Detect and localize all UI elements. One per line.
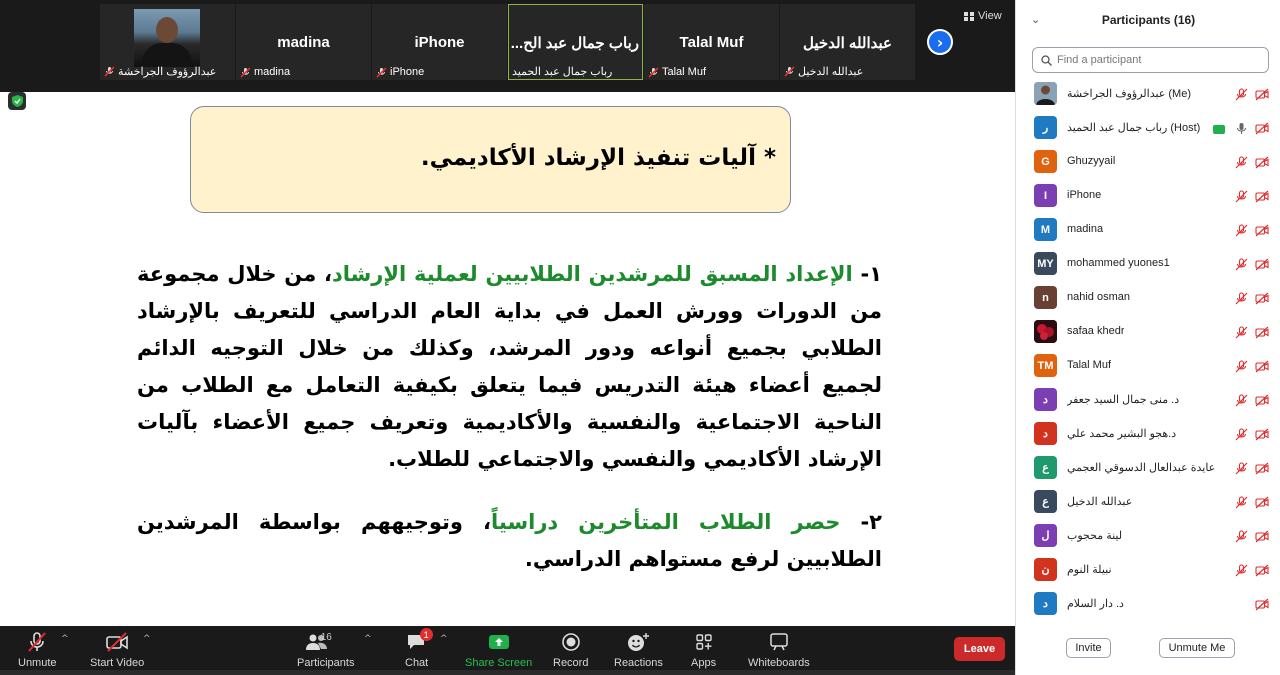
participant-name <box>1067 257 1170 269</box>
participant-name <box>1067 427 1176 440</box>
participant-name-text: لينة محجوب <box>1067 530 1123 542</box>
tile-label <box>784 65 863 78</box>
participant-status-icons <box>1235 324 1269 343</box>
participant-name-text: د. دار السلام <box>1067 598 1124 610</box>
participant-name-text: د.هجو البشير محمد علي <box>1067 428 1177 440</box>
tile-label-text: عبدالله الدخيل <box>798 66 864 78</box>
participant-name <box>1067 87 1191 100</box>
participant-status-icons <box>1235 222 1269 241</box>
video-tile[interactable] <box>372 4 507 80</box>
video-off-icon <box>1255 256 1269 275</box>
participant-row[interactable] <box>1016 348 1280 382</box>
share-screen-label: Share Screen <box>465 657 533 669</box>
tile-name: عبدالله الدخيل <box>802 35 893 52</box>
mic-muted-icon <box>1235 494 1248 513</box>
chat-unread-badge: 1 <box>420 628 433 641</box>
mic-muted-icon <box>26 631 48 653</box>
tile-name: Talal Muf <box>679 34 744 51</box>
video-tile[interactable] <box>780 4 915 80</box>
mic-muted-icon <box>1235 358 1248 377</box>
apps-label: Apps <box>691 657 717 669</box>
participant-name-text: Talal Muf <box>1067 359 1112 371</box>
paragraph-2-number: ٢- <box>840 510 882 534</box>
mic-muted-icon <box>240 67 251 78</box>
apps-button[interactable] <box>691 630 716 669</box>
avatar: n <box>1034 286 1057 309</box>
video-off-icon <box>1255 86 1269 105</box>
video-off-icon <box>105 632 129 652</box>
paragraph-2-highlight: حصر الطلاب المتأخرين دراسياً <box>491 510 841 534</box>
video-off-icon <box>1255 392 1269 411</box>
participant-name-text: رباب جمال عبد الحميد <box>1067 122 1168 134</box>
chevron-down-icon[interactable]: ⌄ <box>1031 13 1041 26</box>
reactions-button[interactable] <box>614 630 663 669</box>
video-off-icon <box>1255 290 1269 309</box>
avatar: د <box>1034 422 1057 445</box>
participant-name-text: Ghuzyyail <box>1067 155 1116 167</box>
reactions-icon <box>626 632 650 652</box>
unmute-button[interactable] <box>18 630 57 669</box>
tile-label <box>240 66 290 78</box>
participant-name-text: nahid osman <box>1067 291 1130 303</box>
participant-name <box>1067 291 1130 303</box>
participant-row[interactable] <box>1016 280 1280 314</box>
share-screen-button[interactable] <box>465 630 532 669</box>
tile-name: madina <box>277 34 330 51</box>
mic-muted-icon <box>1235 392 1248 411</box>
paragraph-1-text: ، من خلال مجموعة من الدورات وورش العمل في بداية العام الدراسي للتعريف بالإرشاد الطلابي بجميع أنواعه ودور المرشد، وكذلك من خلال التوجيه الدائم لجميع أعضاء هيئة التدريس فيما يتعلق بكيفية التعامل مع الطلاب من الناحية الاجتماعية والنفسية والأكاديمية وتعريف جميع الأعضاء بآليات الإرشاد الأكاديمي والنفسي والاجتماعي للطلاب. <box>137 262 882 471</box>
participant-status-icons <box>1235 494 1269 513</box>
participant-name <box>1067 393 1179 406</box>
mic-on-icon <box>1235 120 1248 139</box>
avatar: ع <box>1034 456 1057 479</box>
video-off-icon <box>1255 494 1269 513</box>
participant-status-icons <box>1235 154 1269 173</box>
participant-name-text: د. منى جمال السيد جعفر <box>1067 394 1180 406</box>
participants-panel <box>1015 0 1280 675</box>
mic-muted-icon <box>1235 426 1248 445</box>
tile-label-text: iPhone <box>390 66 425 78</box>
tile-name: iPhone <box>414 34 465 51</box>
panel-title: Participants (16) <box>1101 13 1196 27</box>
avatar: TM <box>1034 354 1057 377</box>
tile-name: رباب جمال عبد الح... <box>510 35 639 52</box>
participant-name <box>1067 563 1112 576</box>
avatar: ن <box>1034 558 1057 581</box>
tile-label <box>512 65 612 78</box>
participant-name-text: نبيلة النوم <box>1067 564 1112 576</box>
participant-name-text: madina <box>1067 223 1104 235</box>
video-off-icon <box>1255 222 1269 241</box>
participant-video <box>134 9 200 67</box>
participant-row[interactable] <box>1016 552 1280 586</box>
participant-role: (Host) <box>1170 122 1201 134</box>
tile-label <box>376 66 424 78</box>
participant-name <box>1067 189 1101 201</box>
mic-muted-icon <box>1235 154 1248 173</box>
video-off-icon <box>1255 596 1269 615</box>
participant-status-icons <box>1235 460 1269 479</box>
video-off-icon <box>1255 120 1269 139</box>
avatar: ر <box>1034 116 1057 139</box>
avatar: G <box>1034 150 1057 173</box>
participant-role: (Me) <box>1168 88 1191 100</box>
participant-name <box>1067 359 1111 371</box>
mic-muted-icon <box>1235 562 1248 581</box>
chat-button[interactable] <box>405 630 428 669</box>
video-tile[interactable] <box>236 4 371 80</box>
participant-status-icons <box>1235 426 1269 445</box>
participants-options-caret-icon[interactable]: ^ <box>364 634 372 644</box>
participant-status-icons <box>1235 392 1269 411</box>
view-button[interactable] <box>964 10 1002 22</box>
participant-row[interactable] <box>1016 212 1280 246</box>
avatar: M <box>1034 218 1057 241</box>
tile-label-text: Talal Muf <box>662 66 707 78</box>
invite-button[interactable]: Invite <box>1066 638 1111 658</box>
mic-muted-icon <box>376 67 387 78</box>
mic-muted-icon <box>1235 290 1248 309</box>
mic-muted-icon <box>1235 222 1248 241</box>
participant-name <box>1067 461 1215 474</box>
participant-name <box>1067 121 1200 134</box>
video-options-caret-icon[interactable]: ^ <box>143 634 151 644</box>
slide-title: * آليات تنفيذ الإرشاد الأكاديمي. <box>420 145 776 171</box>
video-tile[interactable] <box>644 4 779 80</box>
participant-name <box>1067 223 1103 235</box>
record-icon <box>561 632 581 652</box>
search-input[interactable] <box>1057 54 1257 66</box>
participant-row[interactable] <box>1016 76 1280 110</box>
search-icon <box>1041 55 1052 66</box>
paragraph-2-text: ، وتوجيههم بواسطة المرشدين الطلابيين لرفع مستواهم الدراسي. <box>137 510 882 571</box>
video-off-icon <box>1255 426 1269 445</box>
panel-header <box>1016 0 1280 40</box>
grid-view-icon <box>964 12 974 21</box>
participant-status-icons <box>1235 358 1269 377</box>
avatar: د <box>1034 592 1057 615</box>
participant-row[interactable] <box>1016 314 1280 348</box>
video-off-icon <box>1255 562 1269 581</box>
participant-status-icons <box>1235 562 1269 581</box>
apps-icon <box>694 632 714 652</box>
participant-name-text: عبدالله الدخيل <box>1067 496 1133 508</box>
share-screen-icon <box>488 633 510 651</box>
participant-name <box>1067 529 1122 542</box>
participant-row[interactable] <box>1016 382 1280 416</box>
record-label: Record <box>553 657 589 669</box>
record-button[interactable] <box>553 630 588 669</box>
participant-status-icons <box>1235 86 1269 105</box>
slide-title-box <box>190 106 791 213</box>
window-bottom-strip <box>0 670 1015 675</box>
screen-share-icon <box>1213 125 1225 134</box>
participant-row[interactable] <box>1016 484 1280 518</box>
unmute-me-button[interactable]: Unmute Me <box>1159 638 1235 658</box>
participant-name <box>1067 597 1124 610</box>
participant-row[interactable] <box>1016 416 1280 450</box>
tile-label <box>648 66 706 78</box>
participant-row[interactable] <box>1016 110 1280 144</box>
tile-label-text: رباب جمال عبد الحميد <box>512 66 613 78</box>
avatar: ع <box>1034 490 1057 513</box>
mic-muted-icon <box>1235 460 1248 479</box>
participant-row[interactable] <box>1016 586 1280 620</box>
start-video-button[interactable] <box>90 630 144 669</box>
tile-label-text: madina <box>254 66 291 78</box>
chat-label: Chat <box>405 657 429 669</box>
participant-list <box>1016 76 1280 620</box>
slide-paragraph-1 <box>137 256 882 478</box>
participant-name <box>1067 155 1115 167</box>
video-off-icon <box>1255 324 1269 343</box>
audio-options-caret-icon[interactable]: ^ <box>61 634 69 644</box>
participant-name-text: عايدة عبدالعال الدسوقي العجمي <box>1067 462 1216 474</box>
chat-options-caret-icon[interactable]: ^ <box>440 634 448 644</box>
mic-muted-icon <box>1235 86 1248 105</box>
participant-row[interactable] <box>1016 144 1280 178</box>
participant-name-text: عبدالرؤوف الجراخشة <box>1067 88 1166 100</box>
paragraph-1-highlight: الإعداد المسبق للمرشدين الطلابيين لعملية الإرشاد <box>331 262 853 286</box>
participant-row[interactable] <box>1016 518 1280 552</box>
video-tile[interactable] <box>508 4 643 80</box>
participant-name-text: safaa khedr <box>1067 325 1125 337</box>
chevron-right-icon: › <box>936 32 944 52</box>
paragraph-1-number: ١- <box>852 262 883 286</box>
participant-status-icons <box>1213 120 1269 139</box>
avatar: MY <box>1034 252 1057 275</box>
video-tile[interactable] <box>100 4 235 80</box>
shared-screen-slide <box>0 92 1015 626</box>
reactions-label: Reactions <box>614 657 663 669</box>
panel-footer <box>1016 638 1280 658</box>
participants-label: Participants <box>297 657 355 669</box>
participant-name <box>1067 495 1132 508</box>
avatar: I <box>1034 184 1057 207</box>
start-video-label: Start Video <box>90 657 145 669</box>
video-off-icon <box>1255 460 1269 479</box>
avatar: ل <box>1034 524 1057 547</box>
tile-label <box>104 65 216 78</box>
leave-button[interactable]: Leave <box>954 637 1005 661</box>
whiteboards-label: Whiteboards <box>748 657 810 669</box>
next-page-button[interactable] <box>927 29 953 55</box>
mic-muted-icon <box>1235 188 1248 207</box>
avatar <box>1034 320 1057 343</box>
video-off-icon <box>1255 154 1269 173</box>
slide-paragraph-2 <box>137 504 882 578</box>
mic-muted-icon <box>104 66 115 77</box>
meeting-toolbar <box>0 626 1015 675</box>
video-off-icon <box>1255 358 1269 377</box>
encryption-shield-icon[interactable] <box>8 92 26 110</box>
participant-status-icons <box>1235 528 1269 547</box>
participant-row[interactable] <box>1016 450 1280 484</box>
participant-name-text: mohammed yuones1 <box>1067 257 1170 269</box>
avatar <box>1034 82 1057 105</box>
avatar: د <box>1034 388 1057 411</box>
participant-row[interactable] <box>1016 178 1280 212</box>
participant-name <box>1067 325 1124 337</box>
participant-status-icons <box>1235 290 1269 309</box>
video-off-icon <box>1255 528 1269 547</box>
unmute-label: Unmute <box>18 657 57 669</box>
video-off-icon <box>1255 188 1269 207</box>
mic-muted-icon <box>1235 256 1248 275</box>
participant-status-icons <box>1255 596 1269 615</box>
participants-count: 16 <box>320 632 332 643</box>
mic-muted-icon <box>784 66 795 77</box>
video-filmstrip <box>0 0 1015 92</box>
mic-muted-icon <box>1235 324 1248 343</box>
participant-status-icons <box>1235 256 1269 275</box>
participant-row[interactable] <box>1016 246 1280 280</box>
mic-muted-icon <box>648 67 659 78</box>
participants-button[interactable] <box>297 630 354 669</box>
view-label: View <box>978 10 1002 22</box>
mic-muted-icon <box>1235 528 1248 547</box>
participant-status-icons <box>1235 188 1269 207</box>
whiteboards-button[interactable] <box>748 630 810 669</box>
participant-name-text: iPhone <box>1067 189 1102 201</box>
participant-search[interactable] <box>1032 47 1269 73</box>
tile-label-text: عبدالرؤوف الجراخشة <box>118 66 217 78</box>
whiteboard-icon <box>768 632 790 652</box>
